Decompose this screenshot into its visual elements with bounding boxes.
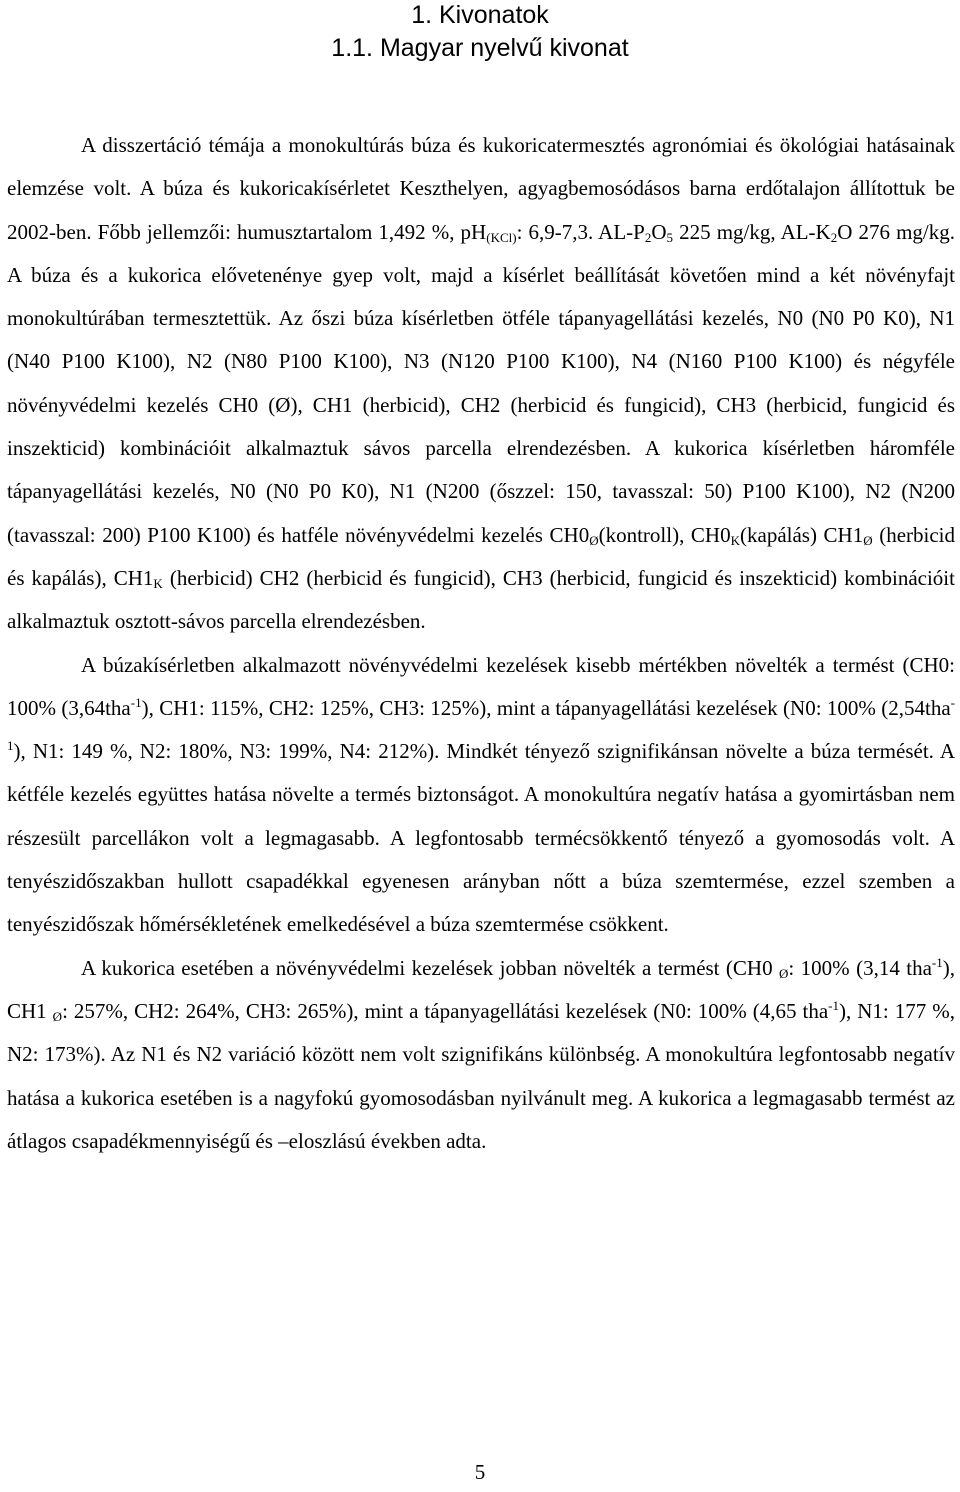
paragraph-experiment-setup: A disszertáció témája a monokultúrás búza és kukoricatermesztés agronómiai és ökológiai hatásainak elemzése volt. A búza és kukoricakísérletet Keszthelyen, agyagbemosódásos barna erdőtalajon állítottuk be 2002-ben. Főbb jellemzői: humusztartalom 1,492 %, $pH_{(KCl)}$: 6,9-7,3. $AL-P_2O_5$ 225 mg/kg, $AL-K_2O$ 276 mg/kg. A búza és a kukorica elővetenénye gyep volt, majd a kísérlet beállítását követően mind a két növényfajt monokultúrában termesztettük. Az őszi búza kísérletben ötféle tápanyagellátási kezelés, N0 (N0 P0 K0), N1 (N40 P100 K100), N2 (N80 P100 K100), N3 (N120 P100 K100), N4 (N160 P100 K100) és négyféle növényvédelmi kezelés CH0 (Ø), CH1 (herbicid), CH2 (herbicid és fungicid), CH3 (herbicid, fungicid és inszekticid) kombinációit alkalmaztuk sávos parcella elrendezésben. A kukorica kísérletben háromféle tápanyagellátási kezelés, N0 (N0 P0 K0), N1 (N200 (őszzel: 150, tavasszal: 50) P100 K100), N2 (N200 (tavasszal: 200) P100 K100) és hatféle növényvédelmi kezelés $CH0_Ø(kontroll)$, $CH0_K(kapálás)$ $CH1_Ø$ (herbicid és kapálás), $CH1_K$ (herbicid) CH2 (herbicid és fungicid), CH3 (herbicid, fungicid és inszekticid) kombinációit alkalmaztuk osztott-sávos parcella elrendezésben. <box>7 133 956 634</box>
page-number: 5 <box>474 1460 486 1484</box>
paragraph-maize-results: A kukorica esetében a növényvédelmi kezelések jobban növelték a termést (CH0 $_Ø$: 100% (3,14 tha$^{-1}$), CH1 $_Ø$: 257%, CH2: 264%, CH3: 265%), mint a tápanyagellátási kezelések (N0: 100% (4,65 tha$^{-1}$), N1: 177 %, N2: 173%). Az N1 és N2 variáció között nem volt szignifikáns különbség. A monokultúra legfontosabb negatív hatása a kukorica esetében is a nagyfokú gyomosodásban nyilvánult meg. A kukorica a legmagasabb termést az átlagos csapadékmennyiségű és –eloszlású években adta. <box>7 954 955 1153</box>
paragraph-wheat-results: A búzakísérletben alkalmazott növényvédelmi kezelések kisebb mértékben növelték a termést (CH0: 100% (3,64tha$^{-1}$), CH1: 115%, CH2: 125%, CH3: 125%), mint a tápanyagellátási kezelések (N0: 100% (2,54tha$^{-1}$), N1: 149 %, N2: 180%, N3: 199%, N4: 212%). Mindkét tényező szignifikánsan növelte a búza termését. A kétféle kezelés együttes hatása növelte a termés biztonságot. A monokultúra negatív hatása a gyomirtásban nem részesült parcellákon volt a legmagasabb. A legfontosabb termécsökkentő tényező a gyomosodás volt. A tenyészidőszakban hullott csapadékkal egyenesen arányban nőtt a búza szemtermése, ezzel szemben a tenyészidőszak hőmérsékletének emelkedésével a búza szemtermése csökkent. <box>7 652 955 937</box>
abstract-body <box>7 124 955 1163</box>
section-heading: 1.1. Magyar nyelvű kivonat <box>331 34 629 62</box>
chapter-heading: 1. Kivonatok <box>411 1 549 29</box>
